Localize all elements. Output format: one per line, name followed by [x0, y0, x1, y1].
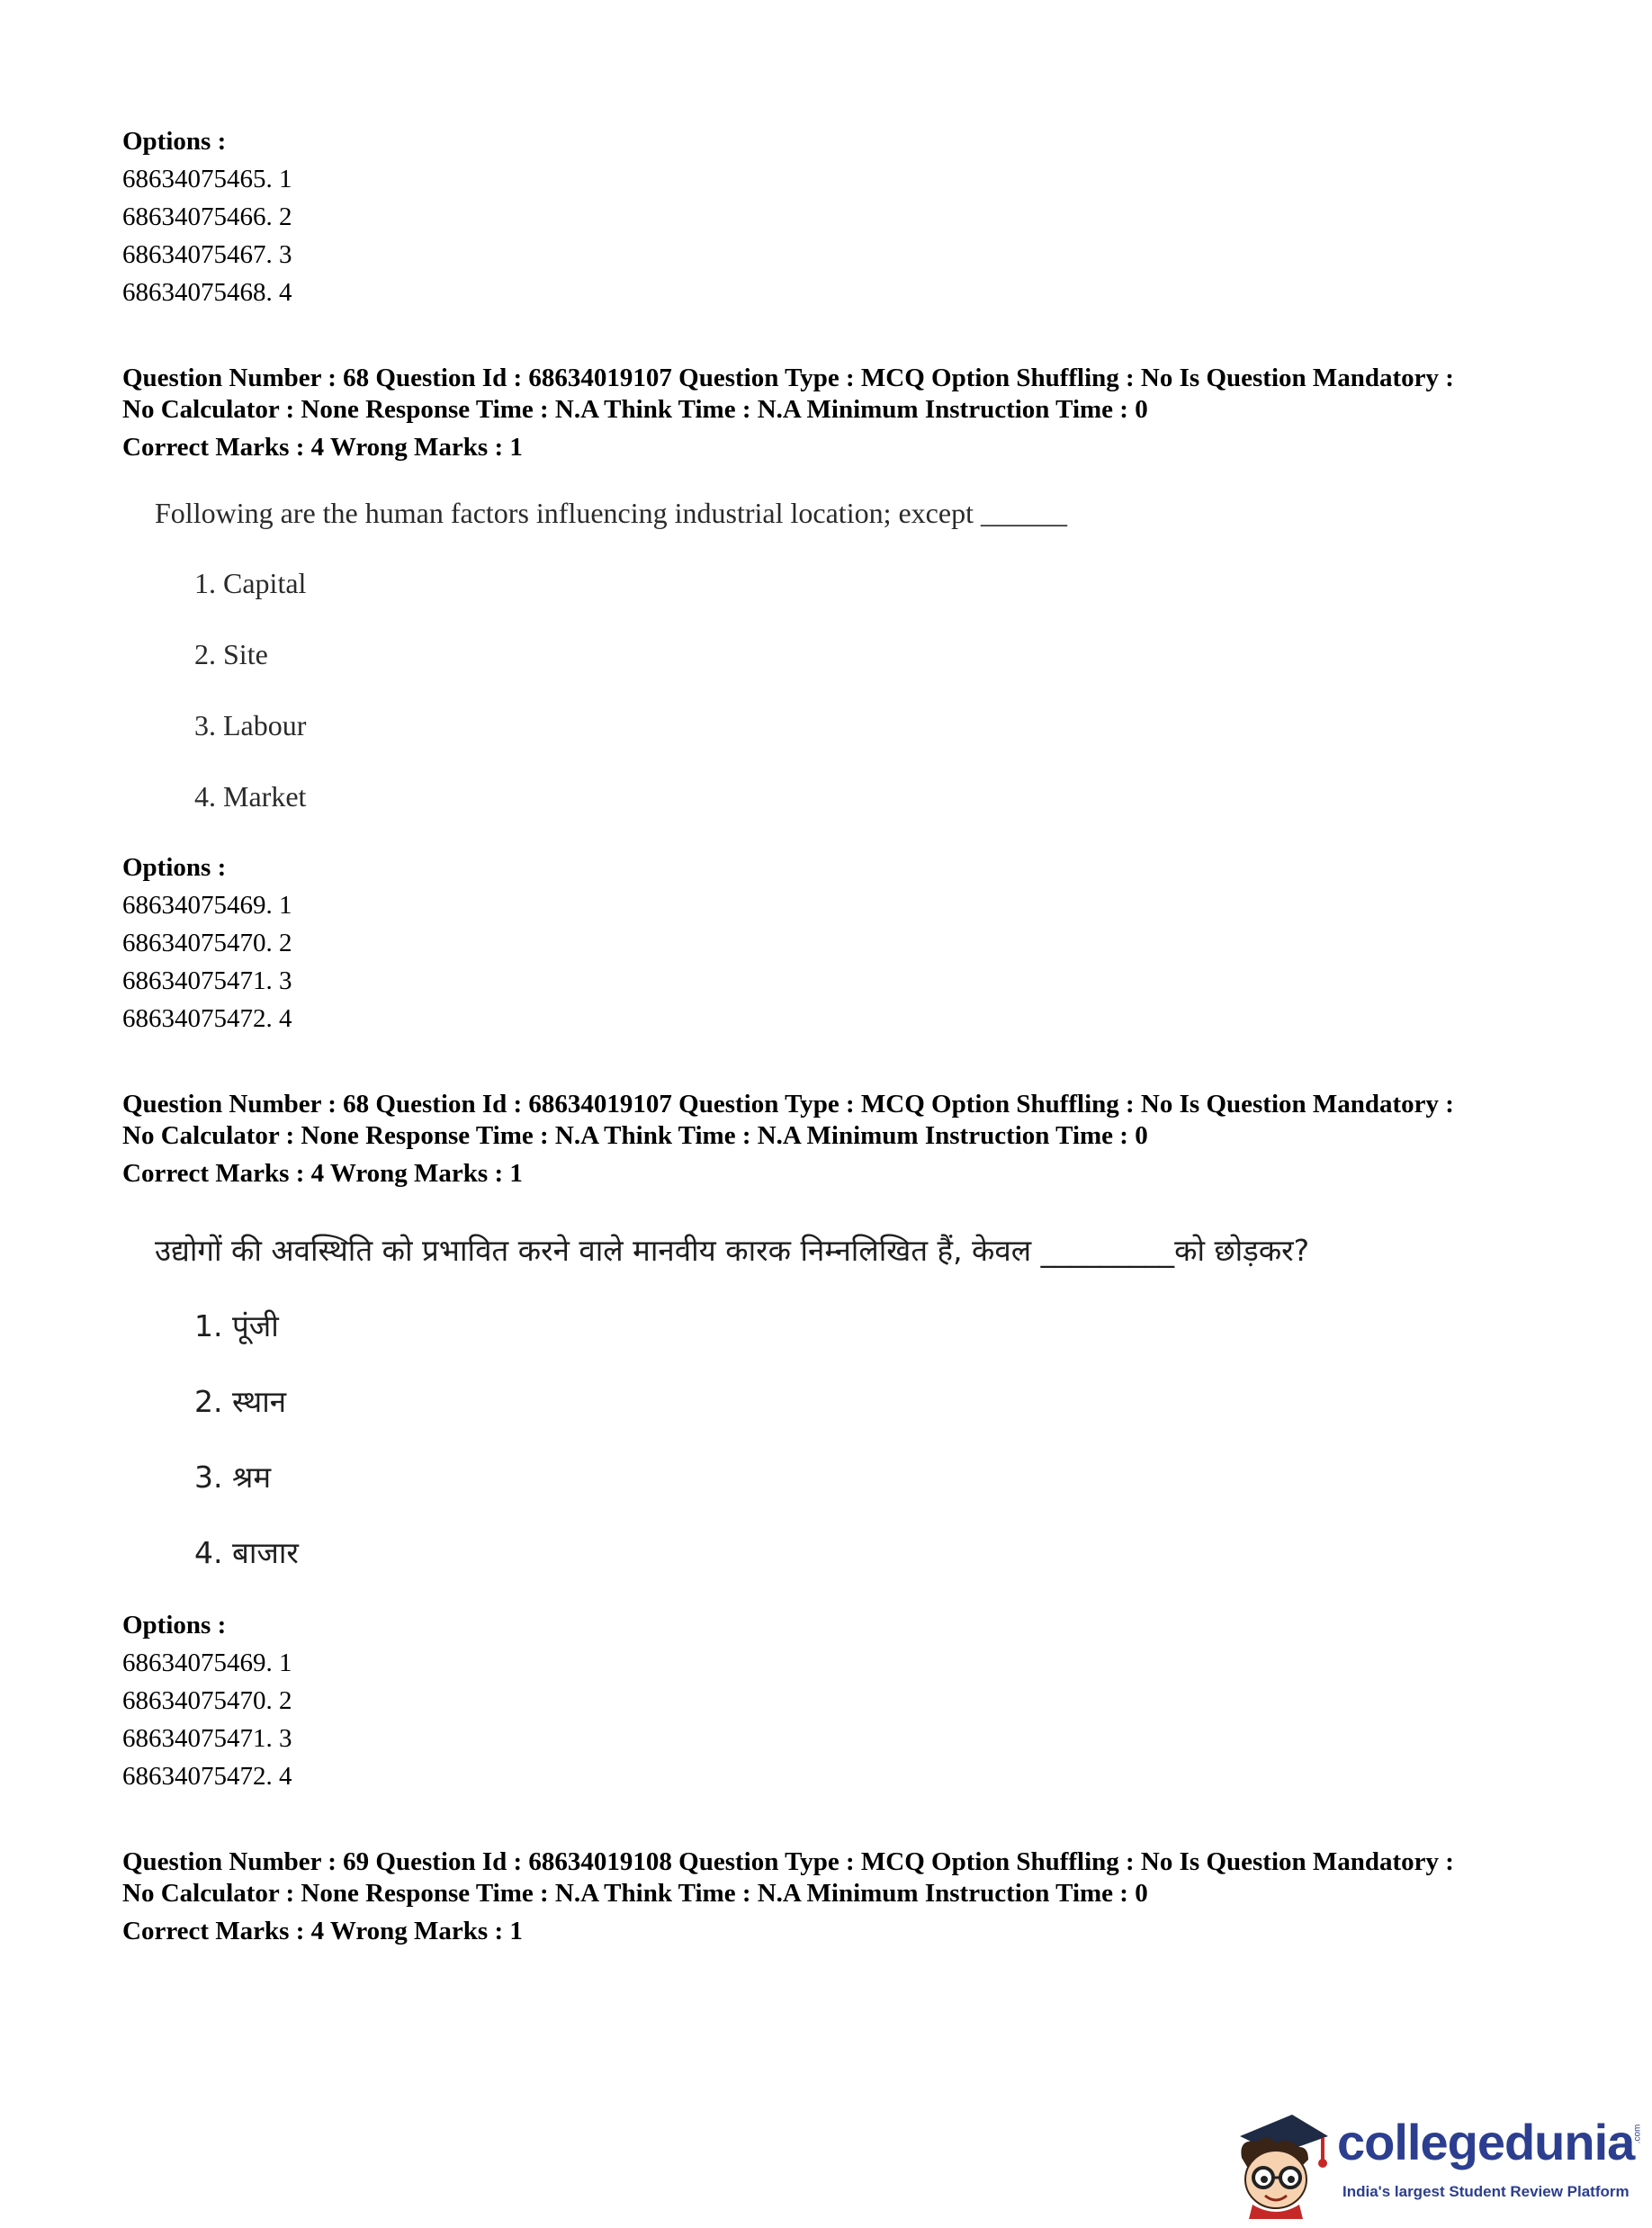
- choice-item: 4. Market: [194, 780, 307, 813]
- options-block-68-en: [122, 849, 292, 1038]
- logo-wordmark: collegedunia: [1337, 2114, 1635, 2170]
- choice-item: 1. पूंजी: [194, 1308, 279, 1343]
- options-label: Options :: [122, 853, 227, 882]
- marks-line: Correct Marks : 4 Wrong Marks : 1: [122, 1917, 523, 1945]
- question-meta-line: No Calculator : None Response Time : N.A Think Time : N.A Minimum Instruction Time : 0: [122, 395, 1148, 424]
- choice-item: 3. श्रम: [194, 1460, 272, 1495]
- question-text: उद्योगों की अवस्थिति को प्रभावित करने वाले मानवीय कारक निम्नलिखित हैं, केवल _________को छोड़कर?: [155, 1233, 1310, 1268]
- choice-item: 1. Capital: [194, 567, 307, 599]
- option-item: 68634075465. 1: [122, 165, 292, 193]
- question-68-hi-image: [155, 1229, 1504, 1580]
- option-item: 68634075469. 1: [122, 891, 292, 920]
- question-meta-line: No Calculator : None Response Time : N.A Think Time : N.A Minimum Instruction Time : 0: [122, 1121, 1148, 1150]
- options-label: Options :: [122, 1611, 227, 1640]
- question-69-meta: [122, 1846, 1598, 1947]
- mascot-icon: [1222, 2102, 1339, 2219]
- logo-tagline: India's largest Student Review Platform: [1342, 2183, 1630, 2200]
- choice-item: 2. Site: [194, 638, 268, 670]
- option-item: 68634075467. 3: [122, 240, 292, 269]
- question-68-en-meta: [122, 363, 1598, 463]
- option-item: 68634075468. 4: [122, 278, 292, 307]
- option-item: 68634075470. 2: [122, 1686, 292, 1715]
- question-68-hi-meta: [122, 1089, 1598, 1190]
- option-item: 68634075472. 4: [122, 1762, 292, 1791]
- marks-line: Correct Marks : 4 Wrong Marks : 1: [122, 433, 523, 462]
- option-item: 68634075471. 3: [122, 1724, 292, 1753]
- options-block-68-hi: [122, 1606, 292, 1795]
- question-text: Following are the human factors influencing industrial location; except ______: [155, 497, 1067, 529]
- options-block-prev: [122, 122, 292, 311]
- option-item: 68634075471. 3: [122, 966, 292, 995]
- question-meta-line: Question Number : 68 Question Id : 68634019107 Question Type : MCQ Option Shuffling : No Is Question Mandatory :: [122, 364, 1454, 392]
- question-meta-line: Question Number : 68 Question Id : 68634019107 Question Type : MCQ Option Shuffling : No Is Question Mandatory :: [122, 1090, 1454, 1118]
- option-item: 68634075470. 2: [122, 929, 292, 957]
- option-item: 68634075466. 2: [122, 202, 292, 231]
- collegedunia-logo: [1222, 2102, 1645, 2219]
- question-meta-line: Question Number : 69 Question Id : 68634019108 Question Type : MCQ Option Shuffling : No Is Question Mandatory :: [122, 1847, 1454, 1876]
- marks-line: Correct Marks : 4 Wrong Marks : 1: [122, 1159, 523, 1188]
- question-meta-line: No Calculator : None Response Time : N.A Think Time : N.A Minimum Instruction Time : 0: [122, 1879, 1148, 1908]
- question-68-en-image: [155, 497, 1324, 821]
- option-item: 68634075469. 1: [122, 1649, 292, 1677]
- logo-suffix: .com: [1632, 2124, 1643, 2144]
- choice-item: 4. बाजार: [194, 1535, 299, 1570]
- choice-item: 3. Labour: [194, 709, 307, 741]
- option-item: 68634075472. 4: [122, 1004, 292, 1033]
- options-label: Options :: [122, 127, 227, 156]
- choice-item: 2. स्थान: [194, 1384, 287, 1419]
